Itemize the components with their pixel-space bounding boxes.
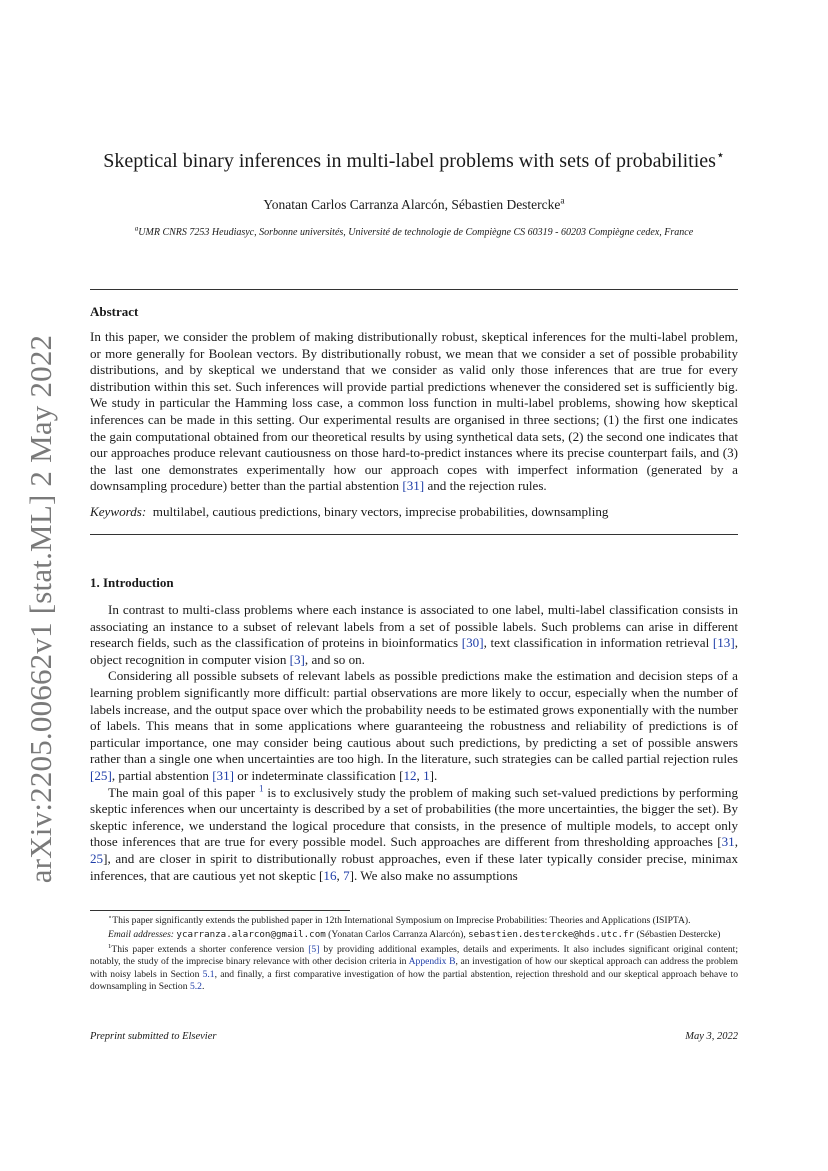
affil-mark: a xyxy=(134,224,139,233)
footnote-1 xyxy=(90,944,738,994)
abstract-body xyxy=(90,329,738,495)
citation-link[interactable]: 16 xyxy=(323,867,337,883)
keywords-label: Keywords: xyxy=(90,504,147,519)
affiliation-text: UMR CNRS 7253 Heudiasyc, Sorbonne universités, Université de technologie de Compiègne CS 60319 - 60203 Compiègne cedex, France xyxy=(138,227,694,238)
text: Considering all possible subsets of relevant labels as possible predictions make the estimation and decision steps of a learning problem significantly more difficult: partial observations are more likely to occur, especially when the number of labels increase, and the output space over which the probability needs to be estimated grows exponentially with the number of labels. This means that in some applications where guaranteeing the robustness and reliability of predictions is of particular importance, one may consider being cautious about such predictions, by predicting a set of possible answers rather than a single one when uncertainties are too high. In the literature, such strategies can be called partial rejection rules xyxy=(90,668,738,767)
citation-link[interactable]: [5] xyxy=(308,943,320,955)
text: ]. xyxy=(429,767,438,783)
text: , and finally, a first comparative investigation of how the partial abstention, rejection threshold and our skeptical approach behave to downsampling in Section xyxy=(90,968,738,993)
citation-link[interactable]: 7 xyxy=(343,867,350,883)
footnote-star xyxy=(90,915,738,927)
abstract-bottom-rule xyxy=(90,534,738,535)
citation-link[interactable]: 1 xyxy=(423,767,430,783)
keywords xyxy=(90,504,738,521)
footnote-emails xyxy=(90,929,738,941)
section-link[interactable]: 5.2 xyxy=(189,981,202,993)
keywords-list: multilabel, cautious predictions, binary vectors, imprecise probabilities, downsampling xyxy=(152,504,609,519)
text: by providing additional examples, details and experiments. It also includes significant original content; notably, the study of the imprecise binary relevance with other decision criteria in xyxy=(90,943,739,968)
intro-paragraph-3 xyxy=(90,785,738,885)
title-footnote-mark: ⋆ xyxy=(715,148,725,164)
citation-link[interactable]: [13] xyxy=(712,635,735,651)
intro-paragraph-1 xyxy=(90,602,738,668)
citation-link[interactable]: [25] xyxy=(90,767,112,783)
citation-link[interactable]: 31 xyxy=(721,834,735,850)
abstract-heading: Abstract xyxy=(90,304,139,319)
paper-title-text: Skeptical binary inferences in multi-label problems with sets of probabilities xyxy=(103,150,716,172)
email-owner: (Yonatan Carlos Carranza Alarcón), xyxy=(325,929,469,941)
email-owner: (Sébastien Destercke) xyxy=(634,929,721,941)
text: is to exclusively study the problem of making such set-valued predictions by performing skeptic inferences when our uncertainty is described by a set of probabilities (the more uncertainties, the bigger the set). By skeptic inference, we understand the logical procedure that consists, in the presence of multiple models, to accept only those inferences that are true for every possible model. Such approaches are different from thresholding approaches [ xyxy=(90,784,739,850)
citation-link[interactable]: [3] xyxy=(289,651,305,667)
paper-title xyxy=(60,150,768,173)
footnote-rule xyxy=(90,910,350,911)
email-label: Email addresses: xyxy=(108,929,174,941)
text: , partial abstention xyxy=(111,767,213,783)
abstract-top-rule xyxy=(90,289,738,290)
footer-preprint-note: Preprint submitted to Elsevier xyxy=(90,1031,217,1042)
text: The main goal of this paper xyxy=(108,784,259,800)
introduction-body xyxy=(90,602,738,884)
citation-link[interactable]: [31] xyxy=(402,478,425,494)
text: In contrast to multi-class problems where each instance is associated to one label, multi-label classification consists in associating an instance to a subset of relevant labels from a set of possible labels. Such problems can arise in different research fields, such as the classification of proteins in bioinformatics xyxy=(90,602,738,651)
section-link[interactable]: 5.1 xyxy=(202,968,215,980)
arxiv-identifier: arXiv:2205.00662v1 [stat.ML] 2 May 2022 xyxy=(23,334,58,883)
text: , xyxy=(416,767,424,783)
email-address-link[interactable]: sebastien.destercke@hds.utc.fr xyxy=(468,929,635,941)
text: ]. We also make no assumptions xyxy=(349,867,518,883)
author-list xyxy=(60,197,768,213)
text: , xyxy=(336,867,344,883)
citation-link[interactable]: [31] xyxy=(212,767,235,783)
text: , object recognition in computer vision xyxy=(90,635,738,667)
footer-date: May 3, 2022 xyxy=(685,1031,738,1042)
affiliation xyxy=(60,224,768,238)
author-affil-mark: a xyxy=(560,196,565,207)
page-footer xyxy=(90,1031,738,1042)
intro-paragraph-2 xyxy=(90,668,738,784)
abstract-text-end: and the rejection rules. xyxy=(424,478,547,494)
citation-link[interactable]: 12 xyxy=(403,767,417,783)
text: or indeterminate classification [ xyxy=(234,767,404,783)
citation-link[interactable]: 25 xyxy=(90,850,104,866)
text: , xyxy=(734,834,738,850)
appendix-link[interactable]: Appendix B xyxy=(408,956,456,968)
text: , text classification in information retrieval xyxy=(483,635,713,651)
arxiv-sidebar-stamp xyxy=(14,334,68,883)
footnote-text: This paper significantly extends the published paper in 12th International Symposium on Imprecise Probabilities: Theories and Applications (ISIPTA). xyxy=(112,915,691,926)
footnote-mark: 1 xyxy=(108,942,112,950)
footnote-link[interactable]: 1 xyxy=(258,783,264,794)
text: This paper extends a shorter conference version xyxy=(111,943,309,955)
abstract-text: In this paper, we consider the problem of making distributionally robust, skeptical inferences for the multi-label problem, or more generally for Boolean vectors. By distributionally robust, we mean that we consider a set of possible probability distributions, and by skeptical we understand that we consider as valid only those inferences that are true for every distribution within this set. Such inferences will provide partial predictions whenever the considered set is sufficiently big. We study in particular the Hamming loss case, a common loss function in multi-label problems, showing how skeptical inferences can be made in this setting. Our experimental results are organised in three sections; (1) the first one indicates the gain computational obtained from our theoretical results by using synthetical data sets, (2) the second one indicates that our approaches produce relevant cautiousness on those hard-to-predict instances where its precise counterpart fails, and (3) the last one demonstrates experimentally how our approach copes with imperfect information (generated by a downsampling procedure) better than the partial abstention xyxy=(90,329,738,494)
email-address-link[interactable]: ycarranza.alarcon@gmail.com xyxy=(176,929,326,941)
section-heading-introduction: 1. Introduction xyxy=(90,575,174,590)
footnote-mark: ⋆ xyxy=(108,913,113,921)
text: , an investigation of how our skeptical approach can address the problem with noisy labels in Section xyxy=(90,956,738,980)
text: ], and are closer in spirit to distributionally robust approaches, even if these later typically consider precise, minimax inferences, that are cautious yet not skeptic [ xyxy=(90,850,738,883)
authors-text: Yonatan Carlos Carranza Alarcón, Sébastien Destercke xyxy=(263,197,561,212)
citation-link[interactable]: [30] xyxy=(461,635,484,651)
footnotes xyxy=(90,915,738,995)
text: , and so on. xyxy=(304,651,365,667)
text: . xyxy=(201,981,205,993)
